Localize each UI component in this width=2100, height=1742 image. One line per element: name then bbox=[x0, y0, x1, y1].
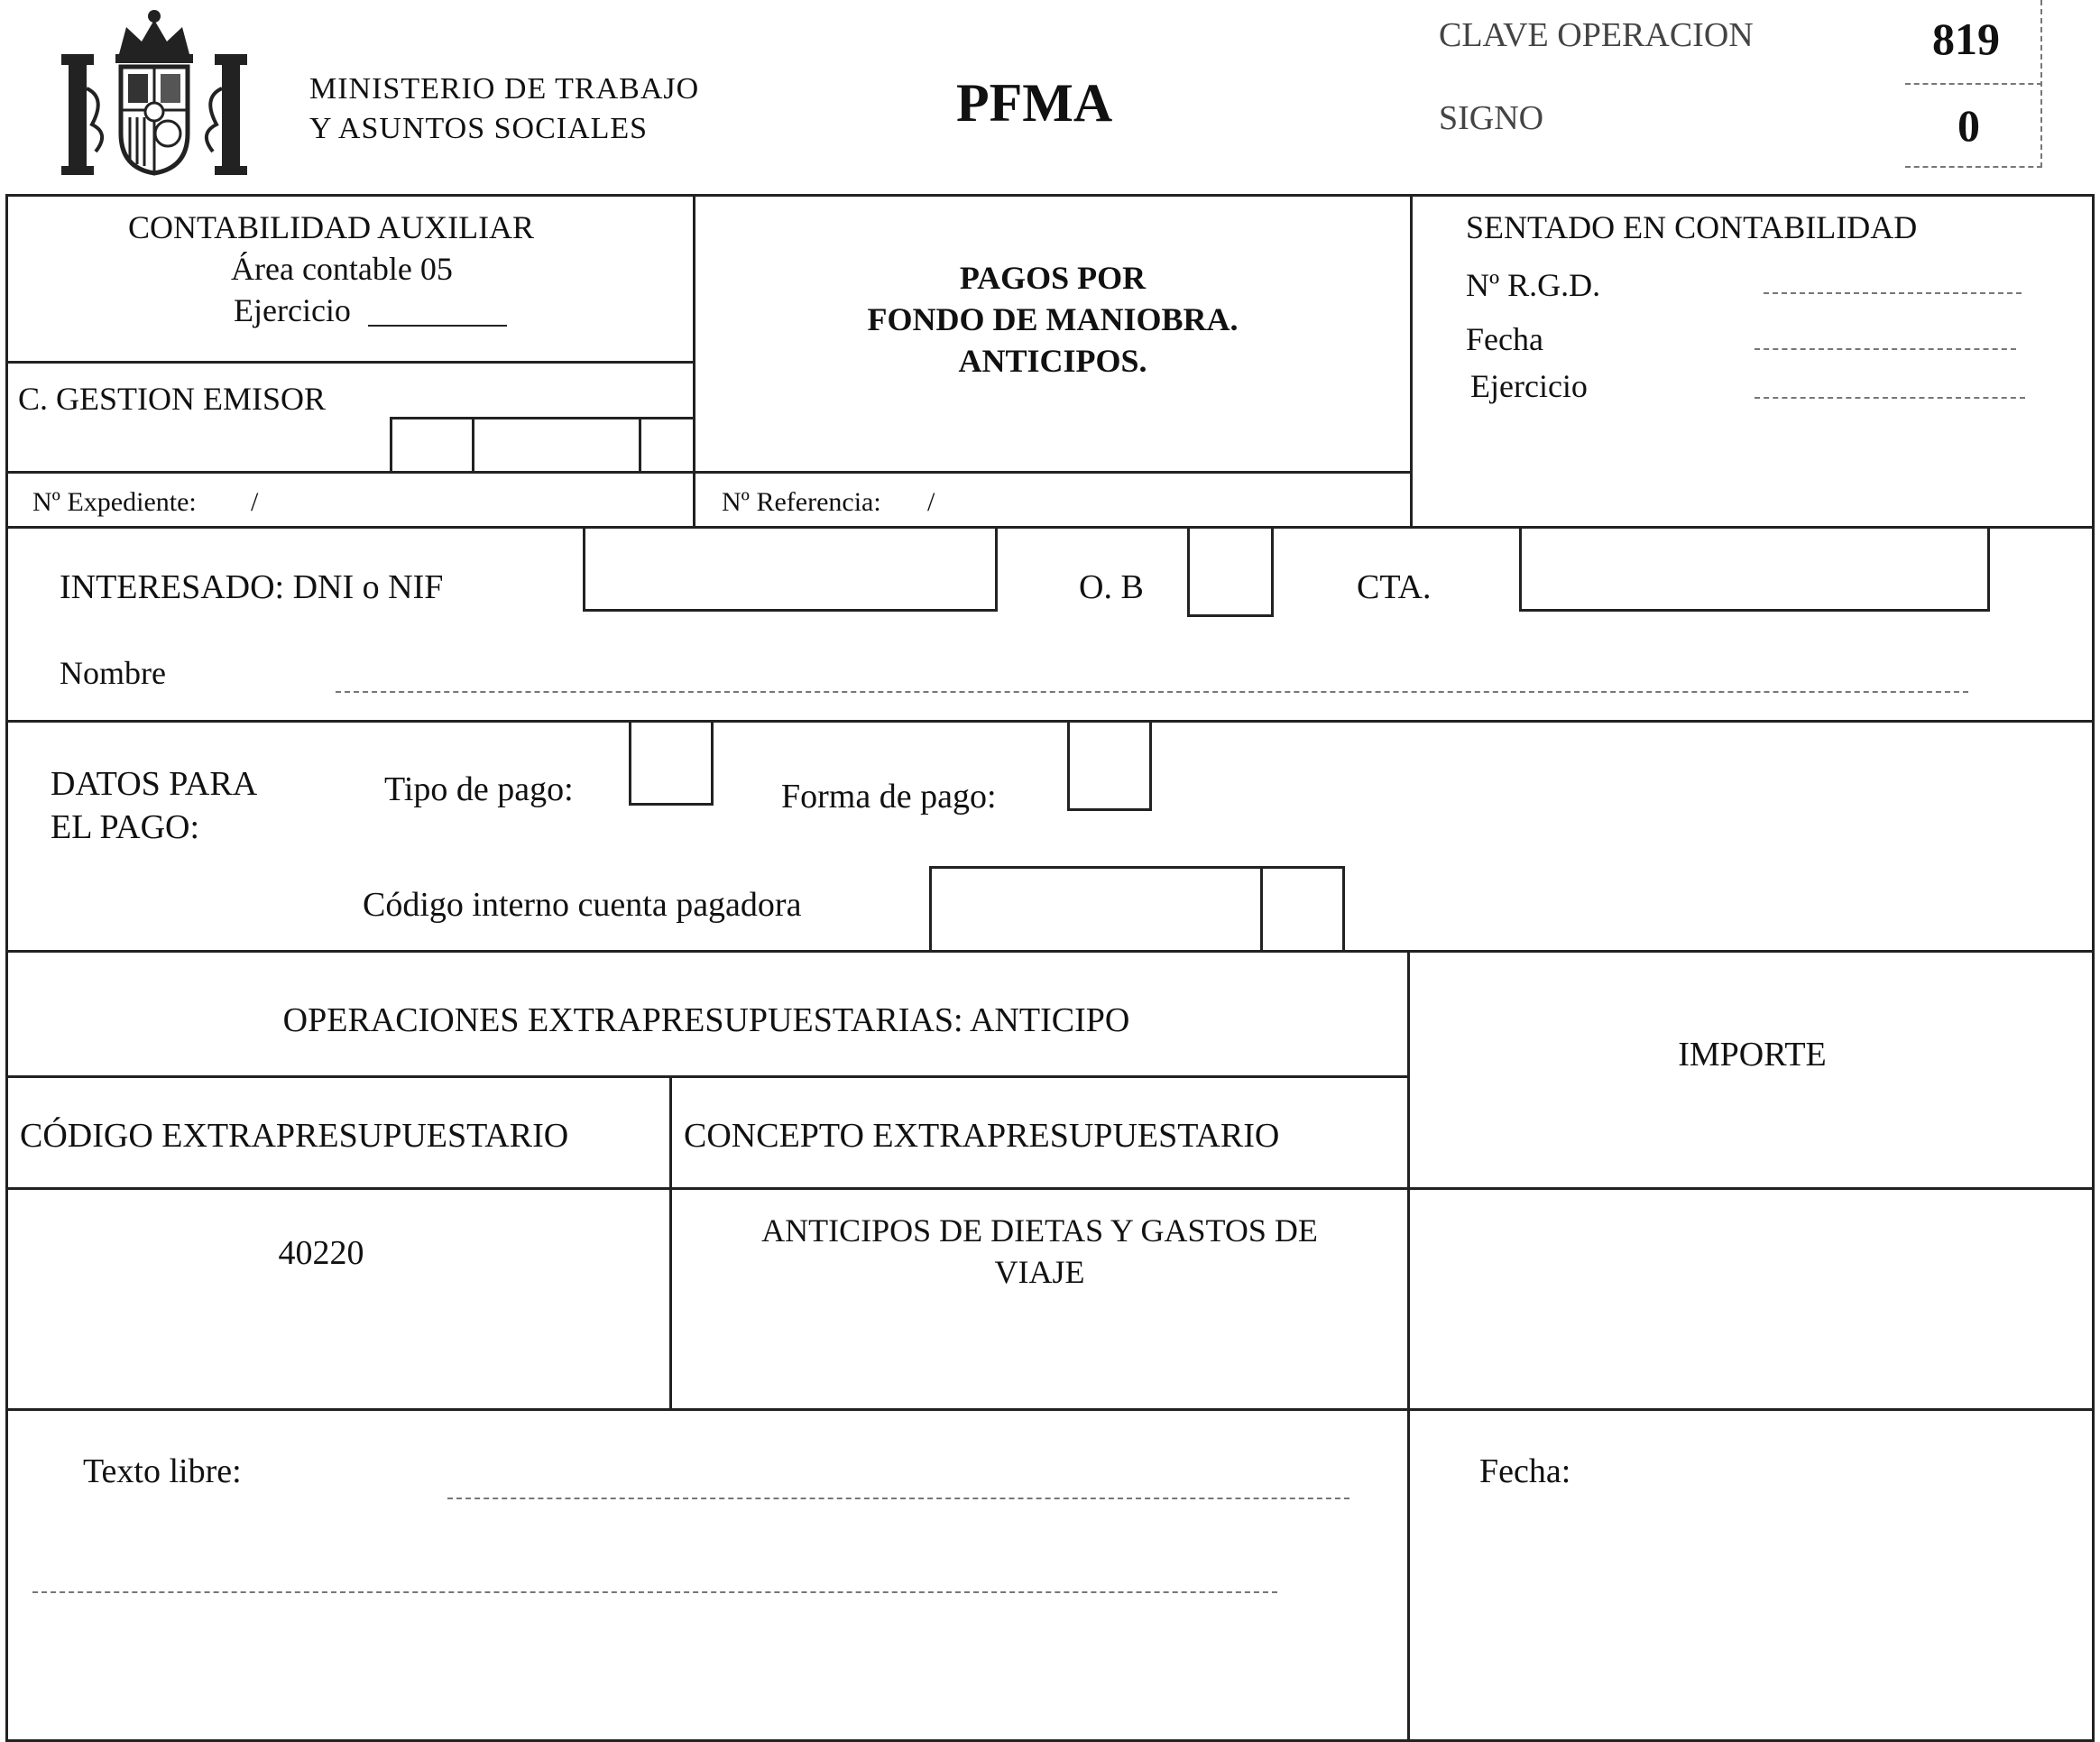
cta-label: CTA. bbox=[1357, 568, 1432, 606]
clave-box-edge bbox=[2040, 0, 2042, 168]
datos-pago-line1: DATOS PARA bbox=[51, 765, 258, 803]
coat-of-arms-icon bbox=[56, 7, 253, 179]
ob-label: O. B bbox=[1079, 568, 1144, 606]
texto-libre-line2[interactable] bbox=[32, 1591, 1277, 1593]
sentado-rgd-field[interactable] bbox=[1764, 292, 2022, 294]
contabilidad-ejercicio-field[interactable] bbox=[368, 325, 507, 327]
cta-input-box[interactable] bbox=[1519, 527, 1990, 612]
fecha-label: Fecha: bbox=[1479, 1452, 1571, 1490]
texto-libre-line1[interactable] bbox=[447, 1498, 1349, 1499]
tipo-pago-label: Tipo de pago: bbox=[384, 770, 574, 808]
forma-pago-label: Forma de pago: bbox=[781, 778, 997, 816]
gestion-emisor-box-3[interactable] bbox=[639, 417, 695, 474]
sentado-fecha-label: Fecha bbox=[1466, 321, 1543, 357]
referencia-label: Nº Referencia: bbox=[722, 487, 881, 517]
importe-cell[interactable] bbox=[1410, 1190, 2092, 1406]
signo-label: SIGNO bbox=[1439, 99, 1544, 137]
form-frame bbox=[5, 194, 2095, 1742]
operaciones-title: OPERACIONES EXTRAPRESUPUESTARIAS: ANTICIPO bbox=[282, 1001, 1130, 1039]
divider-h-sec2 bbox=[5, 720, 2095, 723]
row-codigo-value: 40220 bbox=[278, 1234, 364, 1272]
gestion-emisor-label: C. GESTION EMISOR bbox=[18, 381, 327, 417]
nombre-label: Nombre bbox=[60, 655, 166, 691]
row-concepto-line2: VIAJE bbox=[994, 1254, 1085, 1290]
col-concepto-header: CONCEPTO EXTRAPRESUPUESTARIO bbox=[684, 1117, 1280, 1155]
sentado-title: SENTADO EN CONTABILIDAD bbox=[1466, 209, 1918, 245]
divider-h-sec4 bbox=[5, 1408, 2095, 1411]
codigo-cuenta-box-2[interactable] bbox=[1260, 866, 1345, 951]
codigo-cuenta-label: Código interno cuenta pagadora bbox=[363, 886, 802, 924]
area-contable: Área contable 05 bbox=[231, 251, 453, 287]
divider-h-op-title bbox=[5, 1075, 1409, 1078]
expediente-label: Nº Expediente: bbox=[32, 487, 197, 517]
codigo-cuenta-box-1[interactable] bbox=[929, 866, 1263, 951]
title-line3: ANTICIPOS. bbox=[958, 343, 1147, 379]
signo-value: 0 bbox=[1957, 100, 1980, 151]
interesado-dni-label: INTERESADO: DNI o NIF bbox=[60, 568, 444, 606]
row-concepto-line1: ANTICIPOS DE DIETAS Y GASTOS DE bbox=[761, 1212, 1318, 1249]
divider-h-sec3 bbox=[5, 950, 2095, 953]
clave-operacion-label: CLAVE OPERACION bbox=[1439, 16, 1754, 54]
nombre-field[interactable] bbox=[336, 691, 1968, 693]
ob-input-box[interactable] bbox=[1187, 527, 1274, 617]
divider-v2 bbox=[1410, 195, 1413, 526]
gestion-emisor-box-1[interactable] bbox=[390, 417, 474, 474]
divider-h-exp bbox=[5, 471, 1413, 474]
dni-input-box[interactable] bbox=[583, 527, 998, 612]
sentado-rgd-label: Nº R.G.D. bbox=[1466, 267, 1601, 303]
signo-divider bbox=[1905, 166, 2042, 168]
expediente-separator: / bbox=[251, 487, 259, 517]
contabilidad-ejercicio-label: Ejercicio bbox=[234, 292, 351, 328]
clave-divider bbox=[1905, 83, 2042, 85]
title-line1: PAGOS POR bbox=[959, 260, 1147, 296]
gestion-emisor-box-2[interactable] bbox=[472, 417, 641, 474]
referencia-separator: / bbox=[927, 487, 935, 517]
sentado-ejercicio-label: Ejercicio bbox=[1470, 368, 1588, 404]
importe-header: IMPORTE bbox=[1678, 1036, 1827, 1074]
title-line2: FONDO DE MANIOBRA. bbox=[867, 301, 1239, 337]
sentado-fecha-field[interactable] bbox=[1755, 348, 2016, 350]
texto-libre-label: Texto libre: bbox=[83, 1452, 242, 1490]
col-codigo-header: CÓDIGO EXTRAPRESUPUESTARIO bbox=[20, 1117, 569, 1155]
clave-operacion-value: 819 bbox=[1932, 14, 2000, 64]
sentado-ejercicio-field[interactable] bbox=[1755, 397, 2025, 399]
ministry-name-line1: MINISTERIO DE TRABAJO bbox=[309, 72, 700, 106]
tipo-pago-box[interactable] bbox=[629, 721, 714, 806]
forma-pago-box[interactable] bbox=[1067, 721, 1152, 811]
form-code: PFMA bbox=[956, 73, 1113, 133]
ministry-name-line2: Y ASUNTOS SOCIALES bbox=[309, 112, 649, 145]
datos-pago-line2: EL PAGO: bbox=[51, 808, 200, 846]
divider-h-contab bbox=[5, 361, 695, 364]
contabilidad-title: CONTABILIDAD AUXILIAR bbox=[128, 209, 535, 245]
